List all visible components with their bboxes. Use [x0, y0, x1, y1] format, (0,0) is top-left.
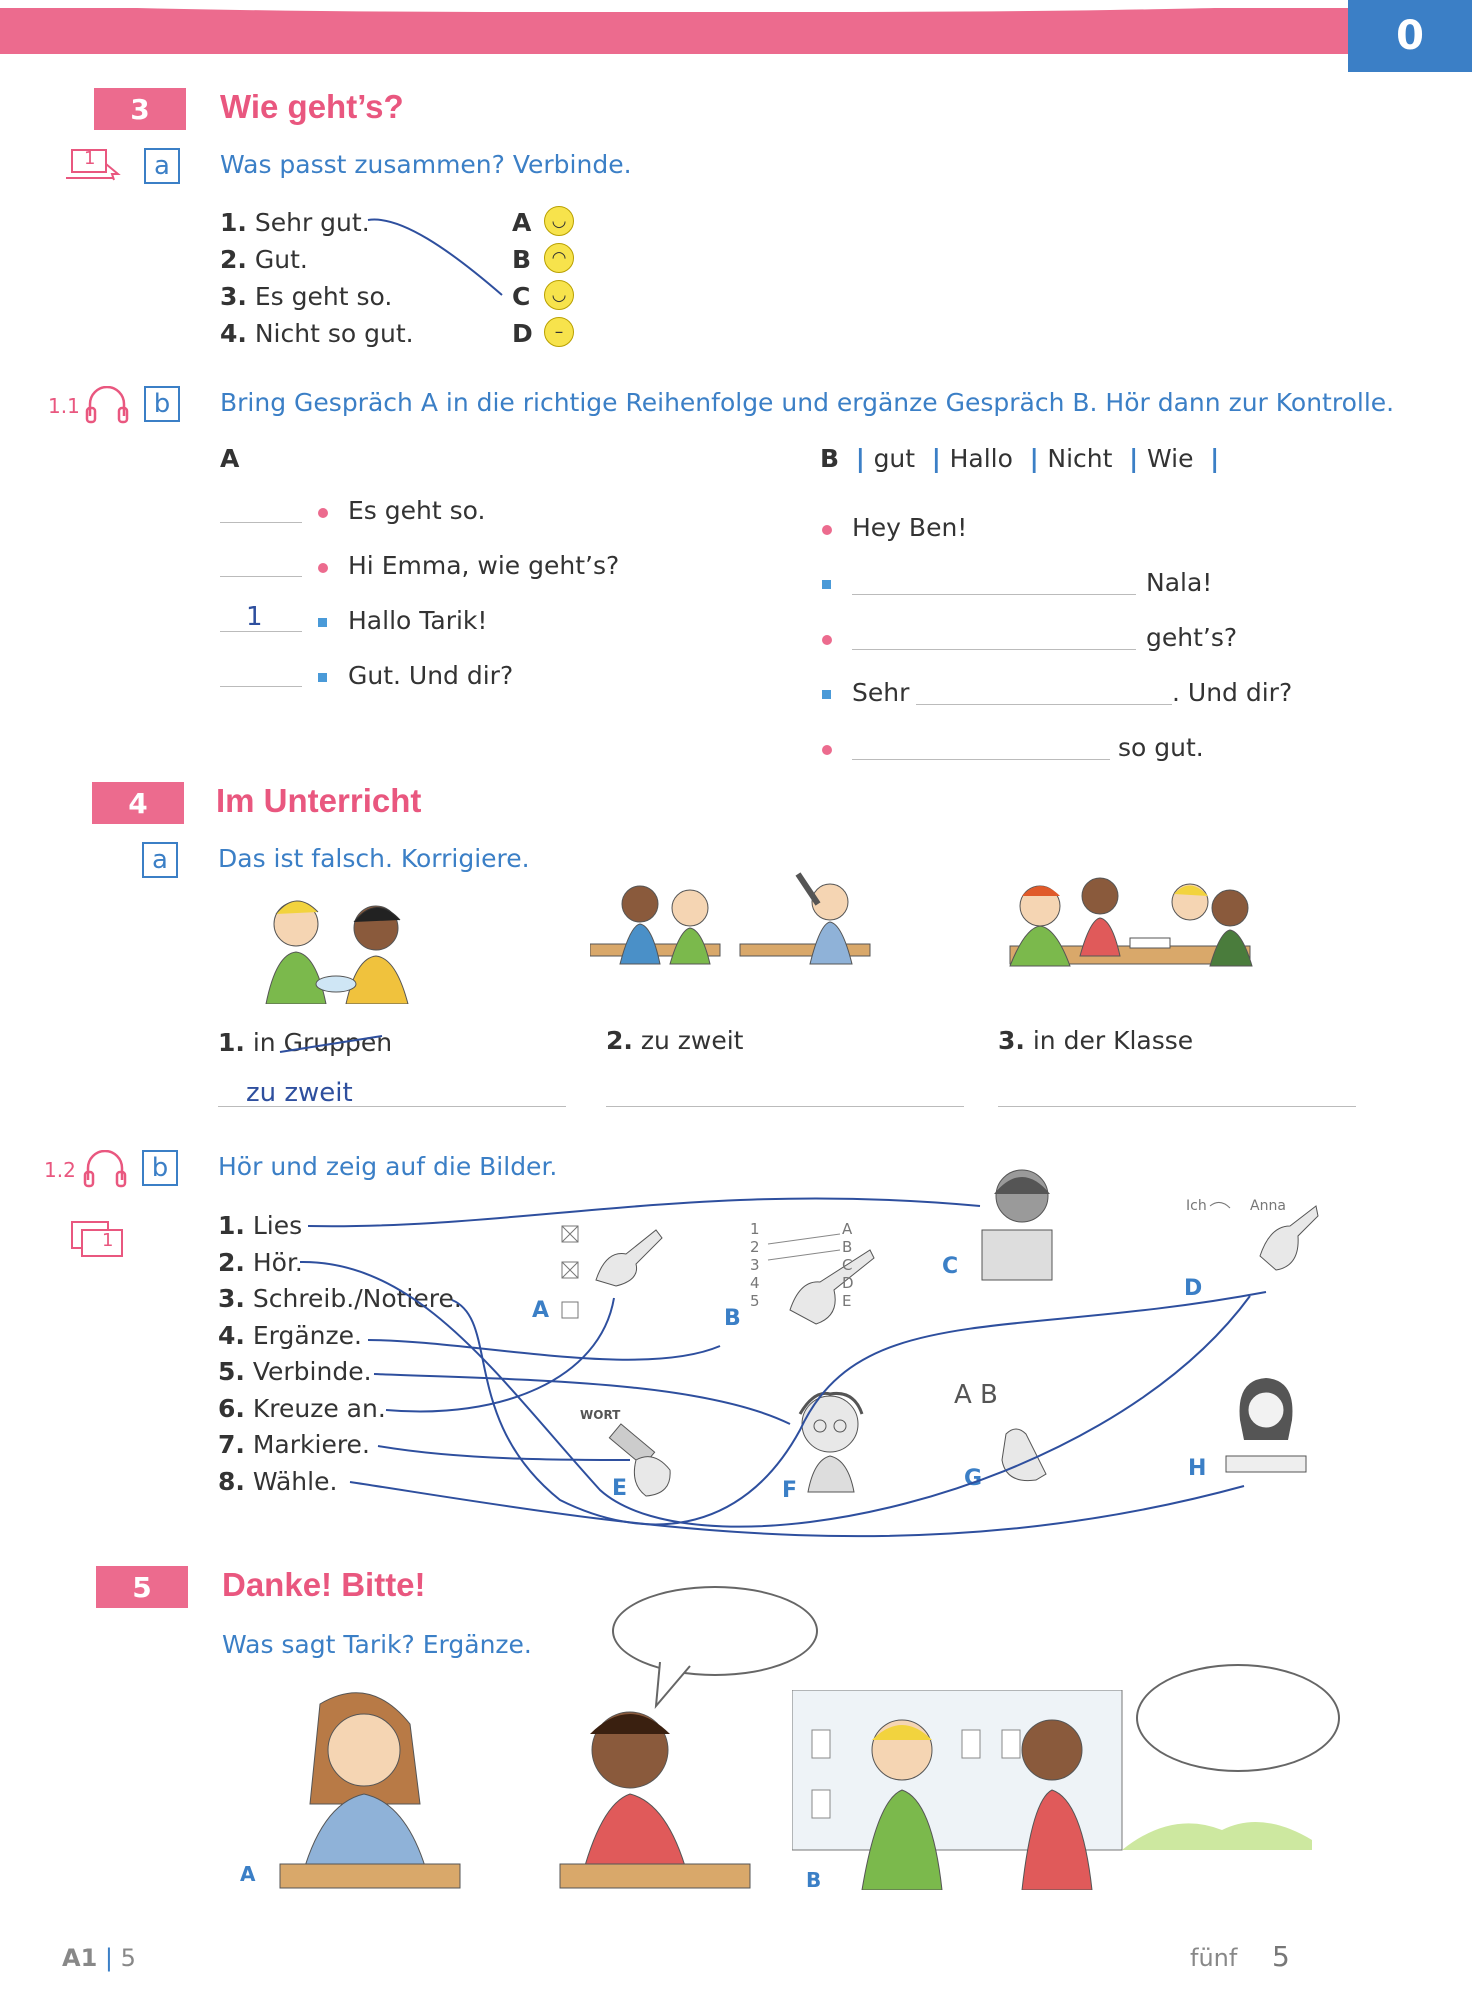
cards-icon-label: 1 [102, 1230, 114, 1251]
item-number: 4. [220, 319, 247, 348]
letter: D [512, 319, 533, 348]
dialog-line: Nala! [1146, 568, 1213, 597]
footer-page-number: 5 [1272, 1940, 1290, 1973]
dialog-line: so gut. [1118, 733, 1204, 762]
subexercise-4b-label: b [142, 1150, 178, 1186]
picture-letter: B [724, 1306, 741, 1331]
footer-level: A1 [62, 1944, 98, 1972]
handwritten-answer: zu zweit [246, 1078, 353, 1108]
item-text: zu zweit [640, 1026, 744, 1055]
item-number: 2. [220, 245, 247, 274]
exercise-3-number: 3 [94, 88, 186, 130]
dialog-line: . Und dir? [1172, 678, 1293, 707]
word-option: Wie [1146, 444, 1194, 473]
dialog-b-title: B [820, 444, 840, 473]
smile-face-icon: ◡ [544, 206, 574, 236]
list-item: 4. Ergänze. [218, 1320, 362, 1350]
footer-left-page: 5 [120, 1944, 136, 1972]
interactive-exercise-icon-label: 1 [84, 148, 96, 169]
exercise-4a-instruction: Das ist falsch. Korrigiere. [218, 844, 530, 873]
list-item: 5. Verbinde. [218, 1357, 372, 1386]
word-option: gut [873, 444, 916, 473]
subexercise-3b-label: b [144, 386, 180, 422]
list-item: 2. Hör. [218, 1247, 303, 1277]
picture-choosing-options: A B [954, 1380, 998, 1410]
exercise-4-number: 4 [92, 782, 184, 824]
picture-writing-name: Anna [1250, 1198, 1286, 1214]
list-item: 6. Kreuze an. [218, 1393, 386, 1423]
dialog-line: Hallo Tarik! [348, 606, 488, 635]
dialog-line: Hi Emma, wie geht’s? [348, 551, 620, 580]
picture-letter: H [1188, 1456, 1207, 1481]
dialog-b-wordbox: B | gut | Hallo | Nicht | Wie | [820, 444, 1220, 473]
word-option: Nicht [1047, 444, 1113, 473]
exercise-5-number: 5 [96, 1566, 188, 1608]
letter: A [512, 208, 532, 237]
frown-face-icon: ◠ [544, 243, 574, 273]
list-item: 7. Markiere. [218, 1430, 370, 1459]
dialog-line: geht’s? [1146, 623, 1238, 652]
picture-letter: G [964, 1466, 983, 1491]
picture-letter: E [612, 1476, 628, 1501]
audio-track-number: 1.2 [44, 1158, 76, 1182]
footer-page-word: fünf [1190, 1944, 1238, 1972]
speech-bubble-a[interactable] [612, 1586, 818, 1676]
item-text: Gut. [254, 245, 308, 274]
struck-word: Gruppen [284, 1028, 392, 1057]
dialog-line: Sehr [852, 678, 910, 707]
dialog-a-title: A [220, 444, 240, 473]
order-answer: 1 [246, 602, 263, 632]
item-text: Es geht so. [254, 282, 393, 311]
dialog-line: Es geht so. [348, 496, 486, 525]
picture-writing-word: Ich [1186, 1198, 1207, 1214]
exercise-5-title: Danke! Bitte! [222, 1566, 426, 1603]
grin-face-icon: ◡ [544, 280, 574, 310]
picture-matching-numbers: 1 2 3 4 5 [750, 1220, 760, 1310]
subexercise-4a-label: a [142, 842, 178, 878]
audio-track-number: 1.1 [48, 394, 80, 418]
exercise-4-title: Im Unterricht [216, 782, 422, 819]
item-text: in der Klasse [1032, 1026, 1194, 1055]
picture-letter: A [240, 1862, 256, 1886]
letter: C [512, 282, 531, 311]
neutral-face-icon: – [544, 317, 574, 347]
picture-letter: C [942, 1254, 959, 1279]
picture-letter: D [1184, 1276, 1203, 1301]
footer-left [62, 1944, 136, 1972]
list-item: 1. Lies [218, 1211, 303, 1240]
dialog-line: Hey Ben! [852, 513, 968, 542]
item-text: Sehr gut. [254, 208, 370, 237]
picture-marking-word: WORT [580, 1408, 621, 1422]
exercise-3b-instruction: Bring Gespräch A in die richtige Reihenfolge und ergänze Gespräch B. Hör dann zur Kontrolle. [220, 388, 1395, 417]
item-text: in [252, 1028, 284, 1057]
illustration-schoolyard-scene [792, 1690, 1312, 1890]
item-number: 3. [998, 1026, 1025, 1055]
illustration-desk-scene [240, 1684, 770, 1894]
exercise-4b-instruction: Hör und zeig auf die Bilder. [218, 1152, 558, 1181]
subexercise-3a-label: a [144, 148, 180, 184]
item-number: 1. [218, 1028, 245, 1057]
exercise-5-instruction: Was sagt Tarik? Ergänze. [222, 1630, 532, 1659]
list-item: 3. Schreib./Notiere. [218, 1284, 462, 1313]
dialog-line: Gut. Und dir? [348, 661, 514, 690]
picture-letter: B [806, 1868, 822, 1892]
letter: B [512, 245, 532, 274]
item-number: 3. [220, 282, 247, 311]
item-number: 2. [606, 1026, 633, 1055]
picture-letter: A [532, 1298, 550, 1323]
picture-matching-letters: A B C D E [842, 1220, 854, 1310]
list-item: 8. Wähle. [218, 1466, 338, 1496]
word-option: Hallo [949, 444, 1013, 473]
chapter-tab: 0 [1348, 0, 1472, 72]
item-text: Nicht so gut. [254, 319, 414, 348]
exercise-3a-instruction: Was passt zusammen? Verbinde. [220, 150, 632, 179]
exercise-3-title: Wie geht’s? [220, 88, 404, 125]
item-number: 1. [220, 208, 247, 237]
picture-letter: F [782, 1478, 798, 1503]
footer-separator: | [104, 1944, 114, 1972]
